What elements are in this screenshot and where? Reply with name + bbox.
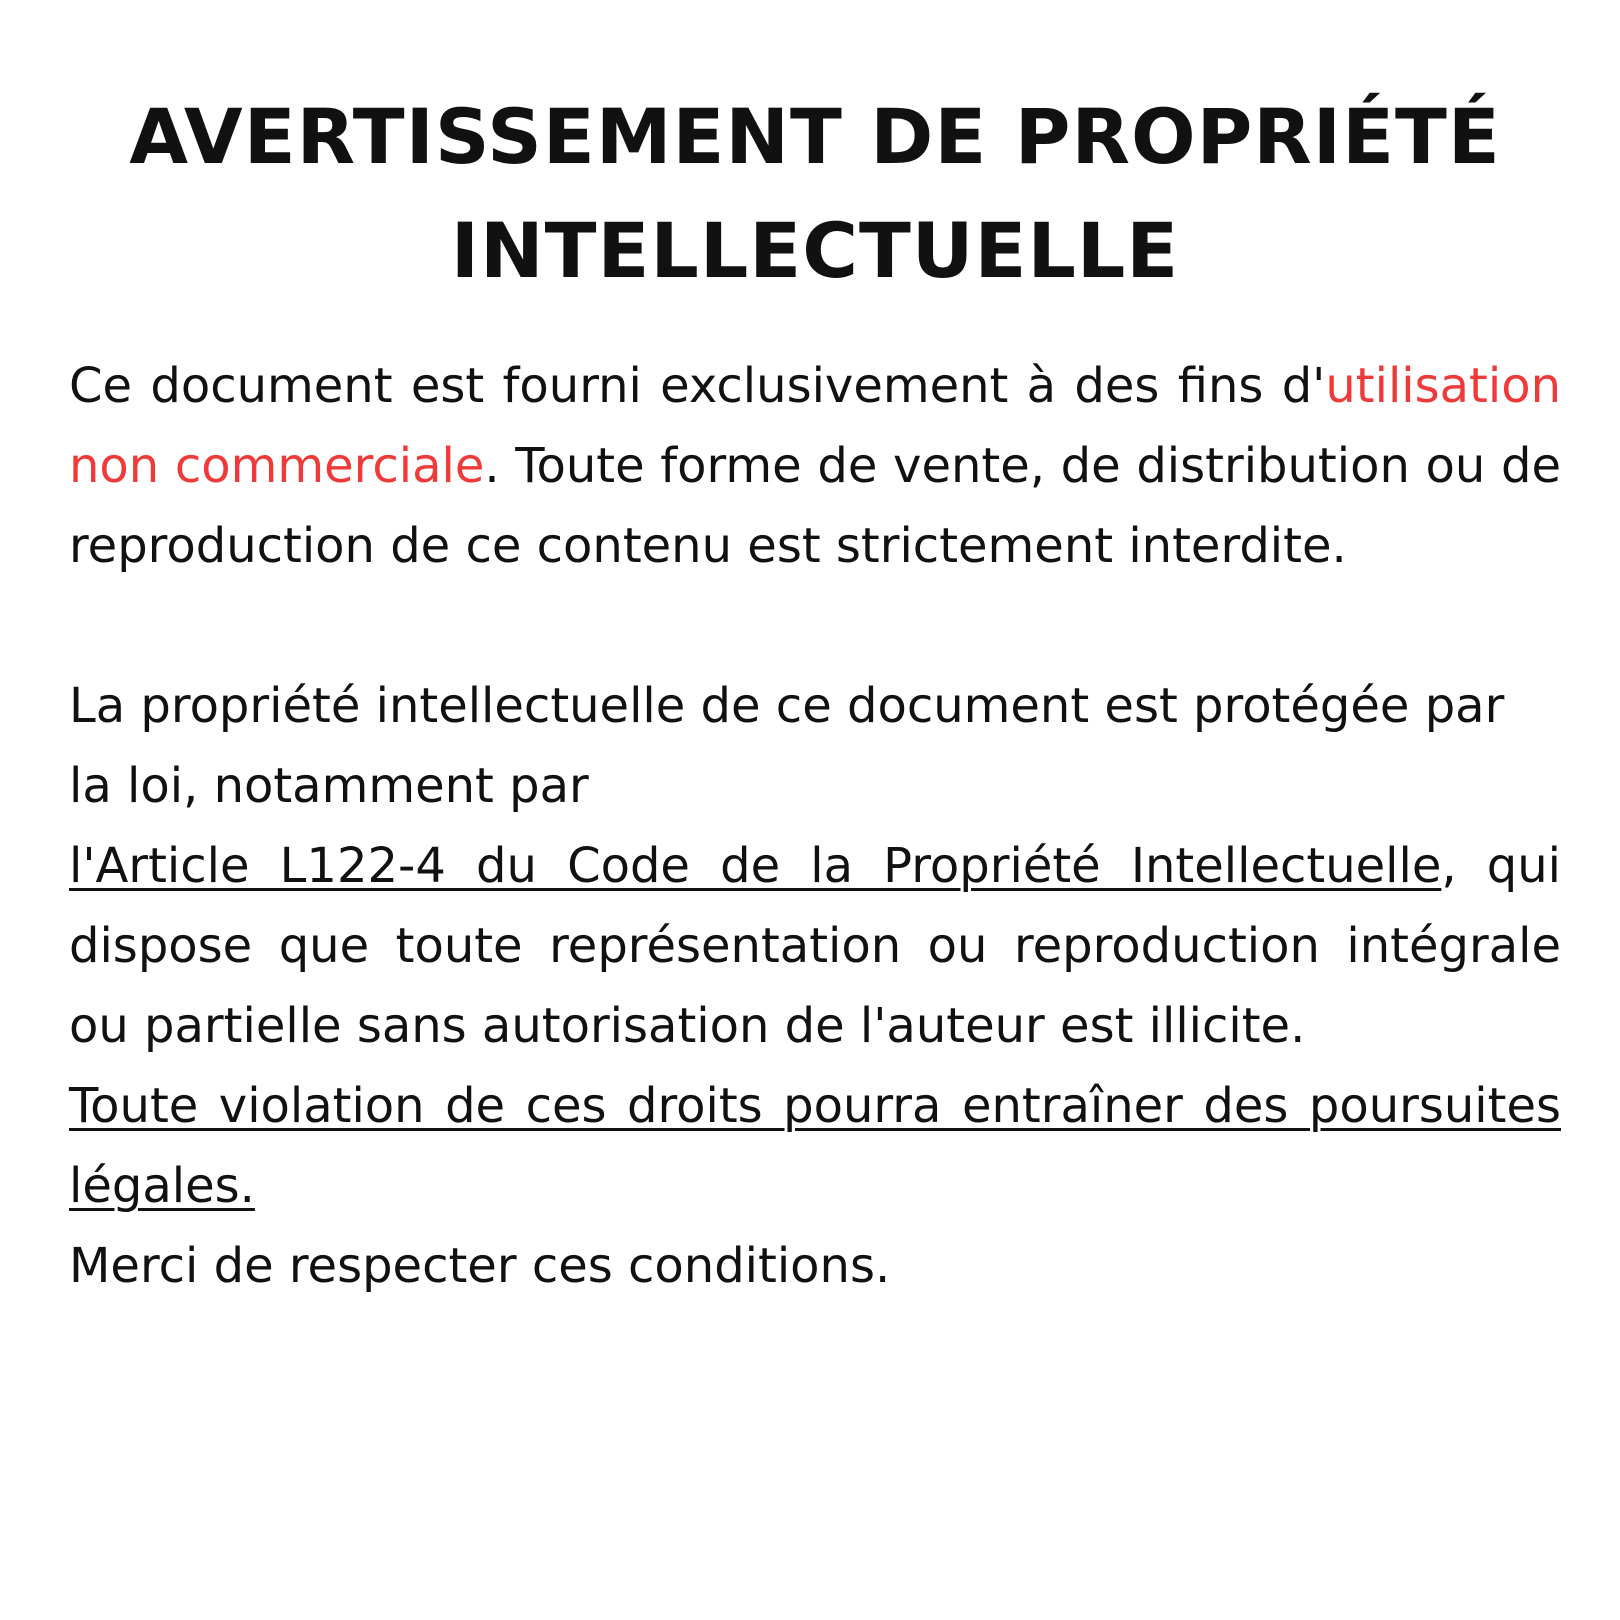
paragraph-spacer <box>69 586 1561 666</box>
title-line-2: INTELLECTUELLE <box>450 206 1180 295</box>
usage-text-after: . Toute forme de vente, de distribution ou de reproduction de ce contenu est strictement interdite. <box>69 438 1561 574</box>
warning-text <box>69 1066 1561 1226</box>
article-text-after: , qui dispose que toute représentation ou reproduction intégrale ou partielle sans autorisation de l'auteur est illicite. <box>69 838 1561 1054</box>
title-line-1: AVERTISSEMENT DE PROPRIÉTÉ <box>129 92 1501 181</box>
closing-text: Merci de respecter ces conditions. <box>69 1238 891 1294</box>
paragraph-article <box>69 826 1561 1066</box>
warning-underlined: Toute violation de ces droits pourra entraîner des poursuites légales. <box>69 1078 1561 1214</box>
notice-page <box>69 80 1561 1560</box>
page-title <box>69 80 1561 308</box>
usage-text-before: Ce document est fourni exclusivement à des fins d' <box>69 358 1326 414</box>
paragraph-intro: La propriété intellectuelle de ce document est protégée par la loi, notamment par <box>69 678 1505 814</box>
notice-body <box>69 346 1561 1306</box>
non-commercial-highlight: utilisation non commerciale <box>69 358 1561 494</box>
article-link[interactable]: l'Article L122-4 du Code de la Propriété Intellectuelle <box>69 838 1442 894</box>
paragraph-usage <box>69 346 1561 586</box>
